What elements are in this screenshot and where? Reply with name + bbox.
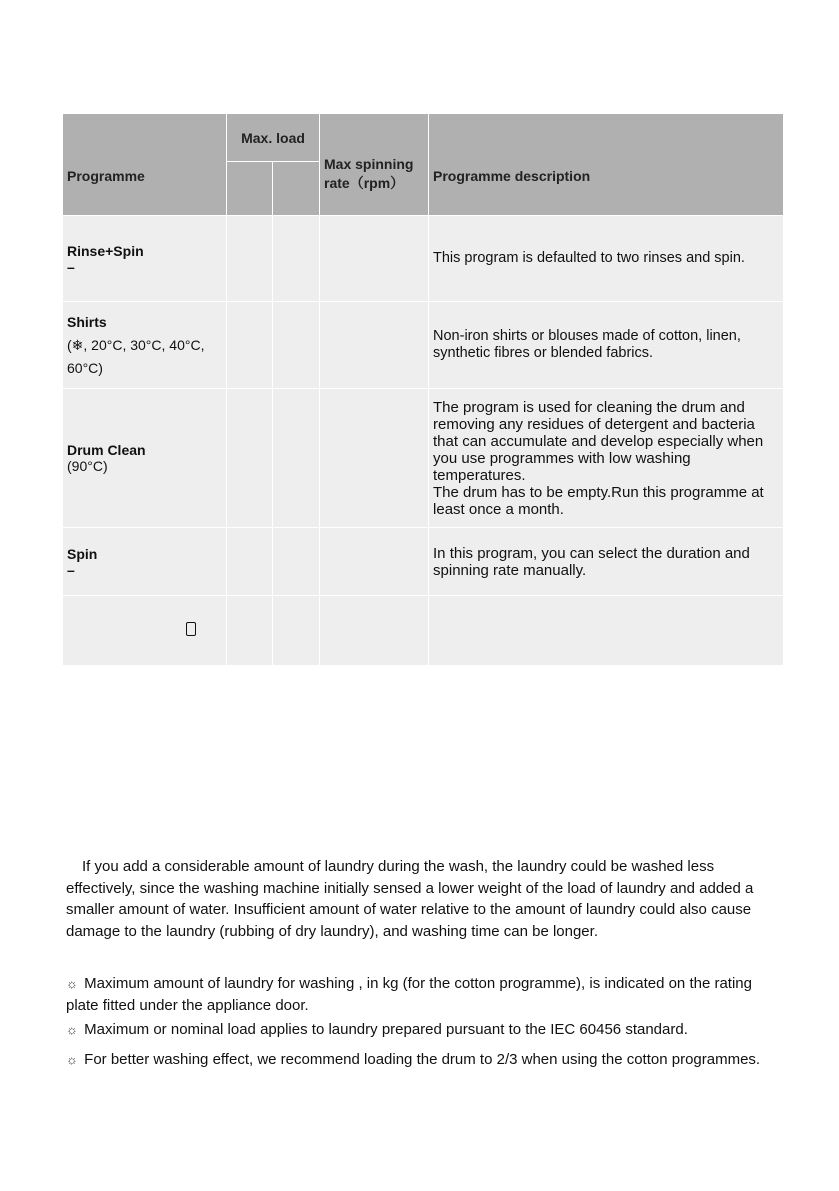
programme-temps: (90°C)	[67, 458, 108, 474]
table-row	[63, 596, 784, 666]
programme-temps: –	[67, 258, 75, 275]
lightbulb-icon: ☼	[66, 1022, 78, 1037]
tip-text: Maximum or nominal load applies to laundry prepared pursuant to the IEC 60456 standard.	[84, 1021, 688, 1038]
table-row	[63, 302, 784, 389]
tip-text: For better washing effect, we recommend loading the drum to 2/3 when using the cotton programmes.	[84, 1051, 761, 1068]
tip-item	[66, 1049, 786, 1071]
programme-temps: (❄, 20°C, 30°C, 40°C, 60°C)	[67, 336, 205, 376]
table-row	[63, 528, 784, 596]
tip-item	[66, 973, 786, 1016]
programme-temps: –	[67, 561, 75, 578]
lightbulb-icon: ☼	[66, 1052, 78, 1067]
lightbulb-icon: ☼	[66, 976, 78, 991]
programme-name: Spin	[67, 545, 98, 562]
tip-item	[66, 1019, 786, 1041]
note-paragraph: If you add a considerable amount of laundry during the wash, the laundry could be washed less effectively, since the washing machine initially sensed a lower weight of the load of laundry and added a smaller amount of water. Insufficient amount of water relative to the amount of laundry could also cause damage to the laundry (rubbing of dry laundry), and washing time can be longer.	[66, 858, 754, 940]
table-row	[63, 216, 784, 302]
programme-table	[62, 113, 784, 666]
phone-icon	[186, 622, 196, 636]
programme-description: The program is used for cleaning the drum and removing any residues of detergent and bacteria that can accumulate and develop especially when you use programmes with low washing temperatures.	[433, 398, 764, 484]
programme-description-2: The drum has to be empty.Run this programme at least once a month.	[433, 483, 764, 518]
programme-name: Drum Clean	[67, 442, 146, 458]
tip-text: Maximum amount of laundry for washing , in kg (for the cotton programme), is indicated on the rating plate fitted under the appliance door.	[66, 975, 752, 1014]
header-description: Programme description	[429, 114, 784, 216]
programme-description: Non-iron shirts or blouses made of cotton, linen, synthetic fibres or blended fabrics.	[429, 302, 784, 389]
header-load-sub2	[273, 162, 320, 216]
programme-description: In this program, you can select the duration and spinning rate manually.	[429, 528, 784, 596]
header-max-load: Max. load	[227, 114, 320, 162]
header-programme: Programme	[63, 114, 227, 216]
header-max-spin: Max spinning rate（rpm）	[320, 114, 429, 216]
programme-name: Shirts	[67, 313, 107, 330]
header-load-sub1	[227, 162, 273, 216]
table-row	[63, 389, 784, 528]
programme-name: Rinse+Spin	[67, 242, 144, 259]
programme-description: This program is defaulted to two rinses and spin.	[429, 216, 784, 302]
